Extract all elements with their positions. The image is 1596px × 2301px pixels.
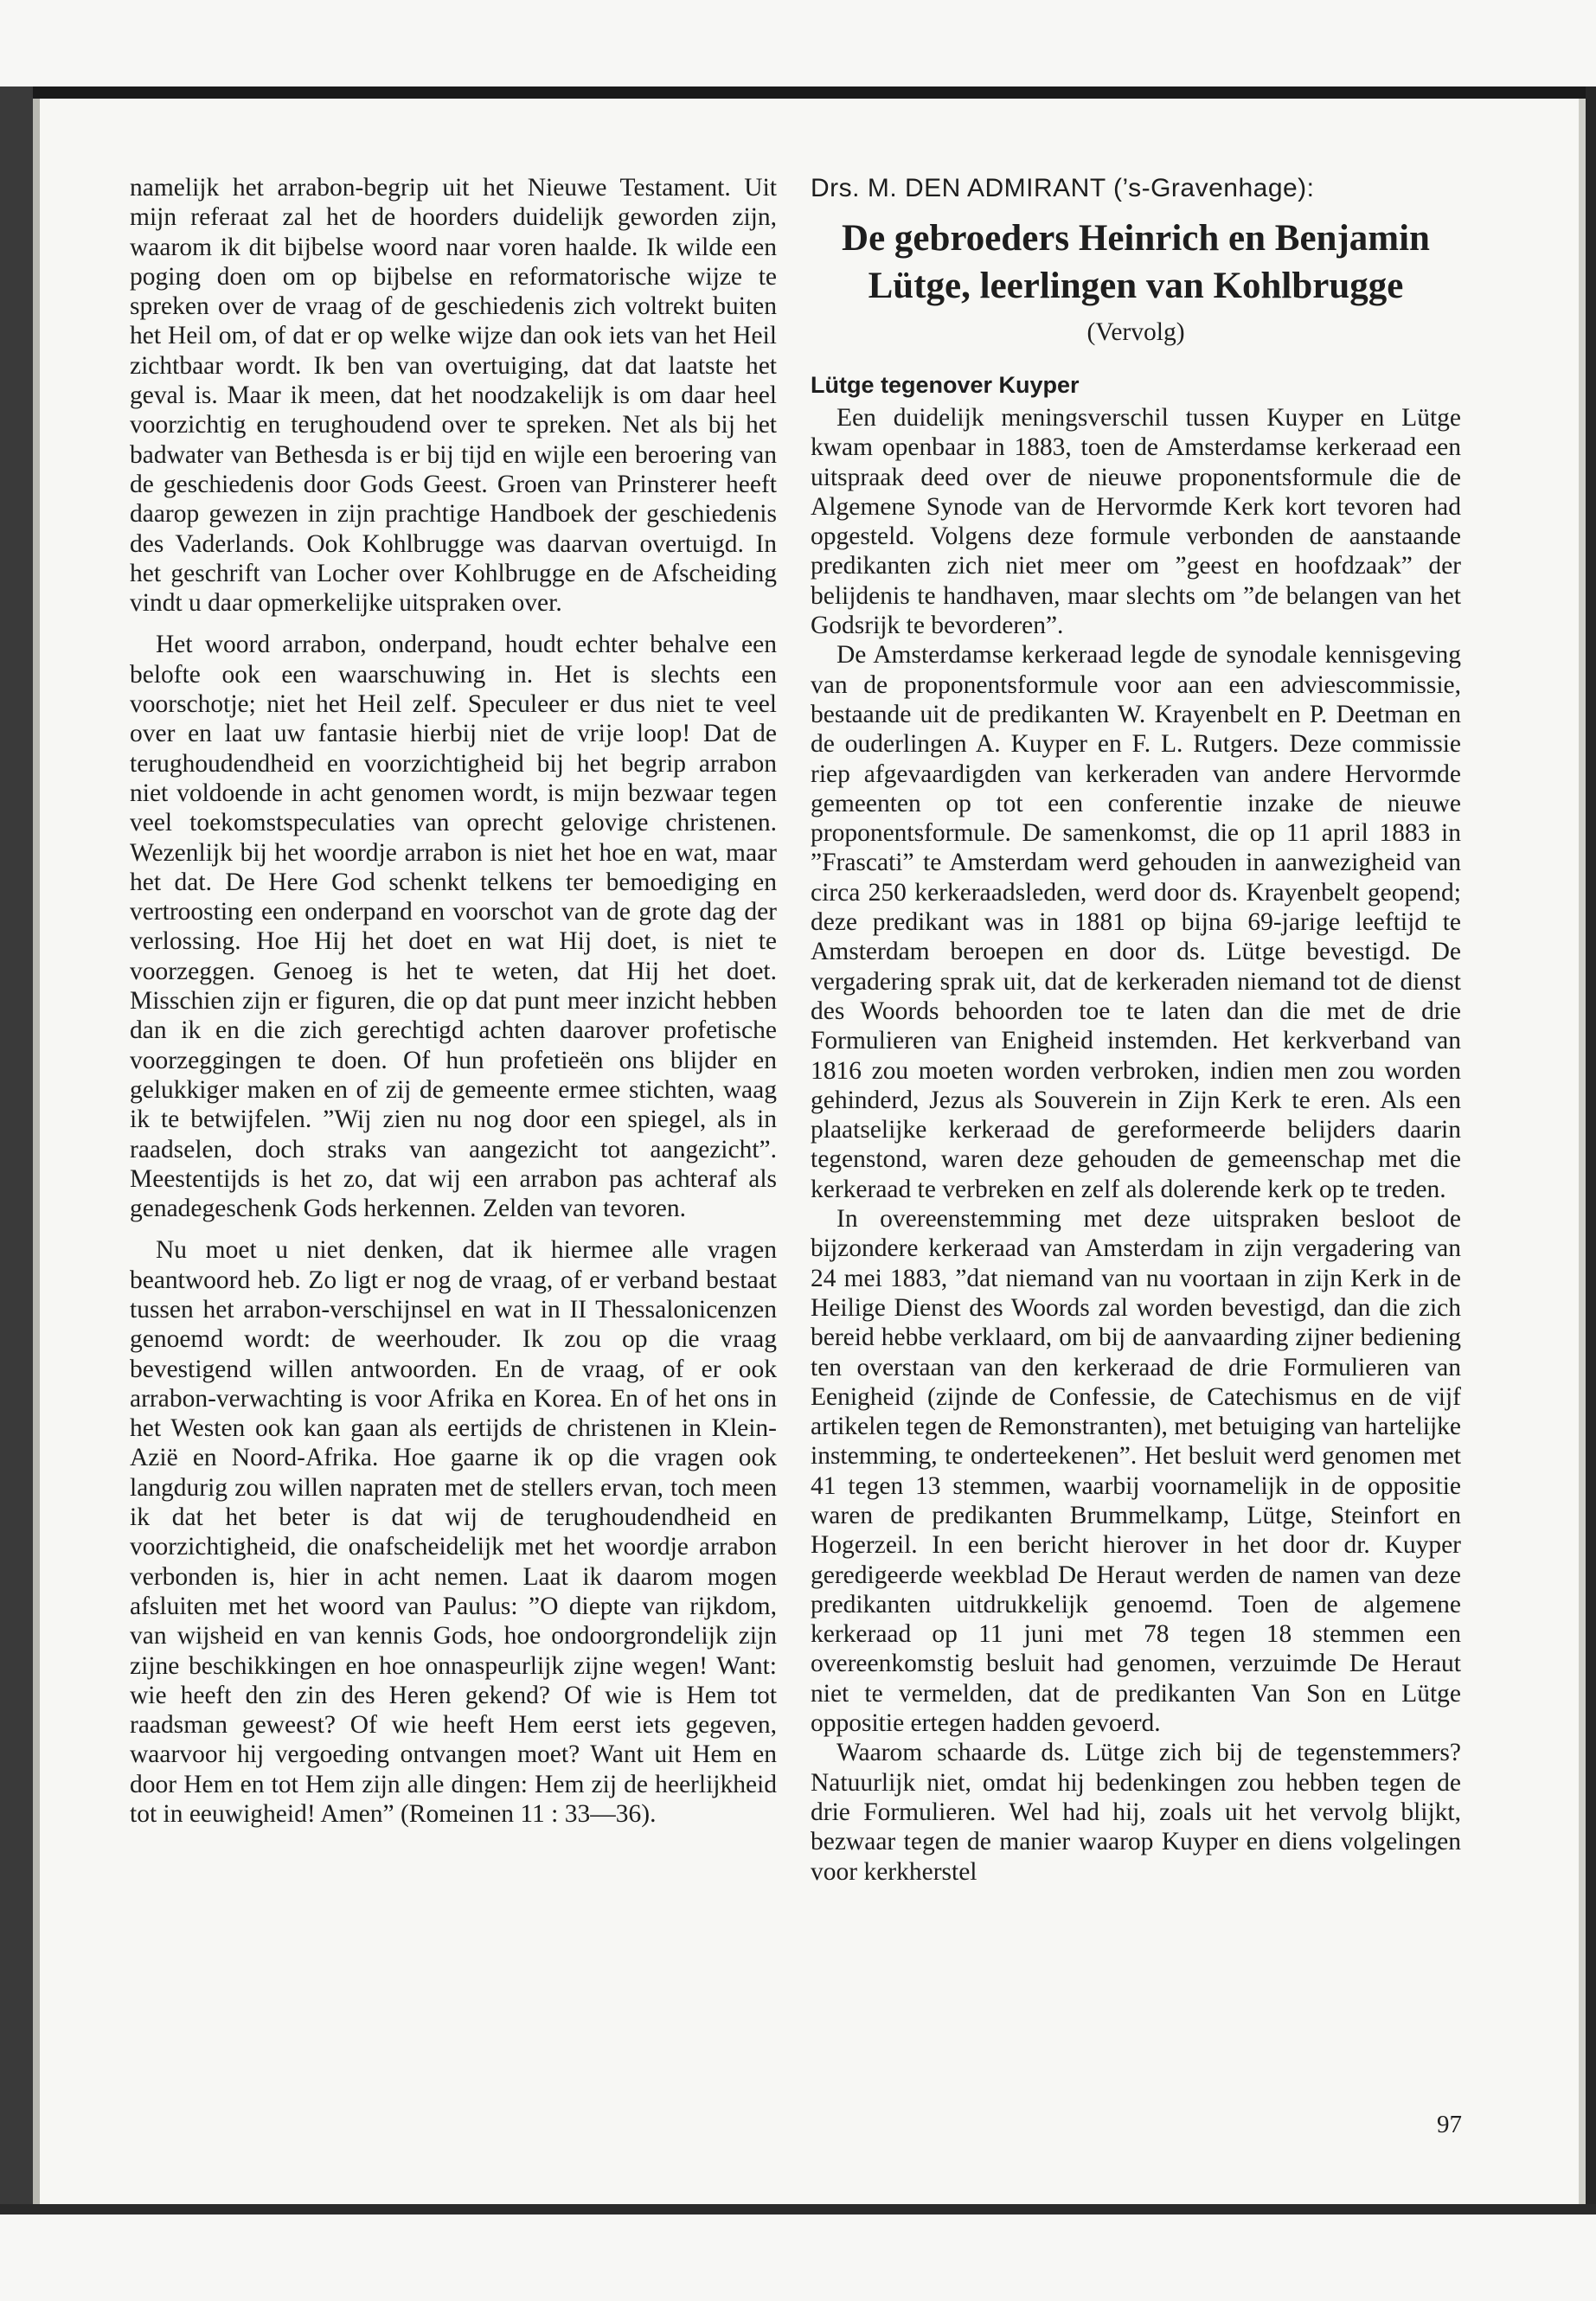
- article-subtitle: (Vervolg): [1086, 318, 1185, 346]
- page-edge-right: [1579, 99, 1586, 2209]
- scan-border-left: [0, 87, 33, 2214]
- right-paragraph-4: Waarom schaarde ds. Lütge zich bij de tegenstemmers? Natuurlijk niet, omdat hij bedenkingen zou hebben tegen de drie Formulieren. Wel had hij, zoals uit het vervolg blijkt, bezwaar tegen de manier waarop Kuyper en diens volgelingen voor kerkherstel: [811, 1739, 1461, 1886]
- section-heading: Lütge tegenover Kuyper: [811, 372, 1080, 398]
- scan-border-top: [0, 87, 1596, 99]
- page-number: 97: [1437, 2111, 1462, 2138]
- right-column: [811, 173, 1461, 1887]
- page-edge-left: [33, 99, 40, 2209]
- scan-border-bottom: [0, 2204, 1596, 2214]
- article-title-line-2: Lütge, leerlingen van Kohlbrugge: [868, 266, 1404, 306]
- right-paragraph-2: De Amsterdamse kerkeraad legde de synodale kennisgeving van de proponentsformule voor aan een adviescommissie, bestaande uit de predikanten W. Krayenbelt en P. Deetman en de ouderlingen A. Kuyper en F. L. Rutgers. Deze commissie riep afgevaardigden van kerkeraden van andere Hervormde gemeenten op tot een conferentie inzake de nieuwe proponentsformule. De samenkomst, die op 11 april 1883 in ”Frascati” te Amsterdam werd gehouden in aanwezigheid van circa 250 kerkeraadsleden, werd door ds. Krayenbelt geopend; deze predikant was in 1881 op bijna 69-jarige leeftijd te Amsterdam beroepen en door ds. Lütge bevestigd. De vergadering sprak uit, dat de kerkeraden niemand tot de dienst des Woords behoorden toe te laten dan die met de drie Formulieren van Enigheid instemden. Het kerkverband van 1816 zou moeten worden verbroken, indien men zou worden gehinderd, Jezus als Souverein in Zijn Kerk te eren. Als een plaatselijke kerkeraad de gereformeerde belijders daarin tegenstond, waren deze gehouden de gemeenschap met die kerkeraad te verbreken en zelf als dolerende kerk op te treden.: [811, 641, 1461, 1203]
- left-column: [130, 173, 777, 1829]
- article-title-line-1: De gebroeders Heinrich en Benjamin: [842, 218, 1430, 259]
- article-byline: Drs. M. DEN ADMIRANT (’s-Gravenhage):: [811, 174, 1315, 202]
- right-paragraph-3: In overeenstemming met deze uitspraken besloot de bijzondere kerkeraad van Amsterdam in zijn vergadering van 24 mei 1883, ”dat niemand van nu voortaan in zijn Kerk in de Heilige Dienst des Woords zal worden bevestigd, dan die zich bereid hebbe verklaard, om bij de aanvaarding zijner bediening ten overstaan van den kerkeraad de drie Formulieren van Eenigheid (zijnde de Confessie, de Catechismus en de vijf artikelen tegen de Remonstranten), met betuiging van hartelijke instemming, te onderteekenen”. Het besluit werd genomen met 41 tegen 13 stemmen, waarbij voornamelijk in de oppositie waren de predikanten Brummelkamp, Lütge, Steinfort en Hogerzeil. In een bericht hierover in het door dr. Kuyper geredigeerde weekblad De Heraut werden de namen van deze predikanten uitdrukkelijk genoemd. Toen de algemene kerkeraad op 11 juni met 78 tegen 18 stemmen een overeenkomstig besluit had genomen, verzuimde De Heraut niet te vermelden, dat de predikanten Van Son en Lütge oppositie ertegen hadden gevoerd.: [811, 1205, 1461, 1738]
- left-paragraph-1: namelijk het arrabon-begrip uit het Nieuwe Testament. Uit mijn referaat zal het de hoorders duidelijk geworden zijn, waarom ik dit bijbelse woord naar voren haalde. Ik wilde een poging doen om op bijbelse en reformatorische wijze te spreken over de vraag of de geschiedenis zich voltrekt buiten het Heil om, of dat er op welke wijze dan ook iets van het Heil zichtbaar wordt. Ik ben van overtuiging, dat dat laatste het geval is. Maar ik meen, dat het noodzakelijk is om daar heel voorzichtig en terughoudend over te spreken. Net als bij het badwater van Bethesda is er bij tijd en wijle een beroering van de geschiedenis door Gods Geest. Groen van Prinsterer heeft daarop gewezen in zijn prachtige Handboek der geschiedenis des Vaderlands. Ook Kohlbrugge was daarvan overtuigd. In het geschrift van Locher over Kohlbrugge en de Afscheiding vindt u daar opmerkelijke uitspraken over.: [130, 174, 777, 618]
- left-paragraph-2: Het woord arrabon, onderpand, houdt echter behalve een belofte ook een waarschuwing in. Het is slechts een voorschotje; niet het Heil zelf. Speculeer er dus niet te veel over en laat uw fantasie hierbij niet de vrije loop! Dat de terughoudendheid en voorzichtigheid bij het begrip arrabon niet voldoende in acht genomen wordt, is mijn bezwaar tegen veel toekomstspeculaties van oprecht gelovige christenen. Wezenlijk bij het woordje arrabon is niet het hoe en wat, maar het dat. De Here God schenkt telkens ter bemoediging en vertroosting een onderpand en voorschot van de grote dag der verlossing. Hoe Hij het doet en wat Hij doet, is niet te voorzeggen. Genoeg is het te weten, dat Hij het doet. Misschien zijn er figuren, die op dat punt meer inzicht hebben dan ik en die zich gerechtigd achten daarover profetische voorzeggingen te doen. Of hun profetieën ons blijder en gelukkiger maken en of zij de gemeente ermee stichten, waag ik te betwijfelen. ”Wij zien nu nog door een spiegel, als in raadselen, doch straks van aangezicht tot aangezicht”. Meestentijds is het zo, dat wij een arrabon pas achteraf als genadegeschenk Gods herkennen. Zelden van tevoren.: [130, 631, 777, 1223]
- article-title: [811, 215, 1461, 310]
- scan-border-right: [1586, 87, 1596, 2214]
- left-paragraph-3: Nu moet u niet denken, dat ik hiermee alle vragen beantwoord heb. Zo ligt er nog de vraag, of er verband bestaat tussen het arrabon-verschijnsel en wat in II Thessalonicenzen genoemd wordt: de weerhouder. Ik zou op die vraag bevestigend willen antwoorden. En de vraag, of er ook arrabon-verwachting is voor Afrika en Korea. En of het ons in het Westen ook kan gaan als eertijds de christenen in Klein-Azië en Noord-Afrika. Hoe gaarne ik op die vragen ook langdurig zou willen napraten met de stellers ervan, toch meen ik dat het beter is dat wij de terughoudendheid en voorzichtigheid, die onafscheidelijk met het woordje arrabon verbonden is, hier in acht nemen. Laat ik daarom mogen afsluiten met het woord van Paulus: ”O diepte van rijkdom, van wijsheid en van kennis Gods, hoe ondoorgrondelijk zijn zijne beschikkingen en hoe onnaspeurlijk zijne wegen! Want: wie heeft den zin des Heren gekend? Of wie is Hem tot raadsman geweest? Of wie heeft Hem eerst iets gegeven, waarvoor hij vergoeding ontvangen moet? Want uit Hem en door Hem en tot Hem zijn alle dingen: Hem zij de heerlijkheid tot in eeuwigheid! Amen” (Romeinen 11 : 33—36).: [130, 1236, 777, 1829]
- right-paragraph-1: Een duidelijk meningsverschil tussen Kuyper en Lütge kwam openbaar in 1883, toen de Amsterdamse kerkeraad een uitspraak deed over de nieuwe proponentsformule die de Algemene Synode van de Hervormde Kerk kort tevoren had opgesteld. Volgens deze formule verbonden de aanstaande predikanten zich niet meer om ”geest en hoofdzaak” der belijdenis te handhaven, maar slechts om ”de belangen van het Godsrijk te bevorderen”.: [811, 404, 1461, 640]
